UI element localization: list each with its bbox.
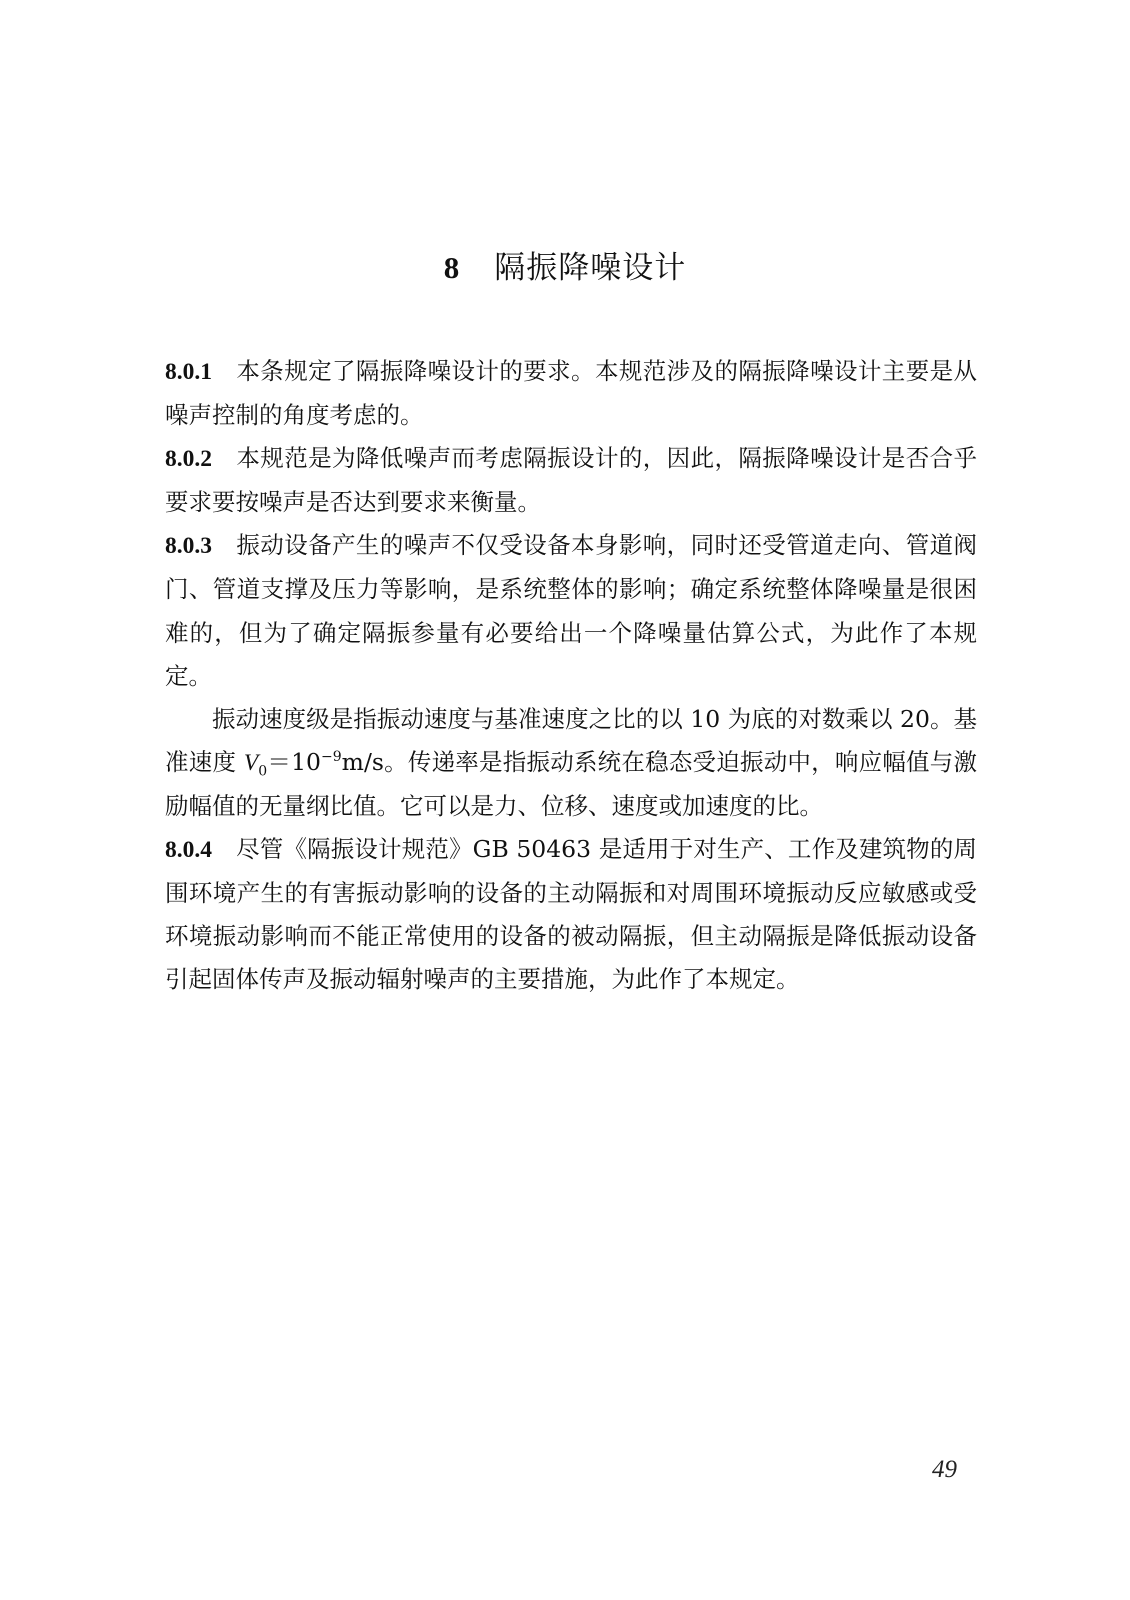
velocity-symbol: V xyxy=(243,749,259,776)
velocity-subscript: 0 xyxy=(258,763,268,780)
equals-value: ＝10 xyxy=(267,747,322,776)
clause-8-0-3-explanation xyxy=(165,698,977,828)
clause-text: 振动设备产生的噪声不仅受设备本身影响，同时还受管道走向、管道阀门、管道支撑及压力等影响，是系统整体的影响；确定系统整体降噪量是很困难的，但为了确定隔振参量有必要给出一个降噪量估算公式，为此作了本规定。 xyxy=(165,531,977,690)
clause-number: 8.0.3 xyxy=(165,533,212,560)
explanation-text-2: m/s。传递率是指振动系统在稳态受迫振动中，响应幅值与激励幅值的无量纲比值。它可以是力、位移、速度或加速度的比。 xyxy=(165,747,977,820)
clause-8-0-3 xyxy=(165,524,977,697)
explanation-text-1: 振动速度级是指振动速度与基准速度之比的以 10 为底的对数乘以 20。基准速度 xyxy=(165,704,977,776)
exponent: −9 xyxy=(321,749,342,766)
clause-text: 本规范是为降低噪声而考虑隔振设计的，因此，隔振降噪设计是否合乎要求要按噪声是否达到要求来衡量。 xyxy=(165,444,977,517)
clause-number: 8.0.1 xyxy=(165,359,212,385)
clause-8-0-4 xyxy=(165,828,977,1001)
clause-number: 8.0.2 xyxy=(165,446,212,473)
clause-text: 尽管《隔振设计规范》GB 50463 是适用于对生产、工作及建筑物的周围环境产生的有害振动影响的设备的主动隔振和对周围环境振动反应敏感或受环境振动影响而不能正常使用的设备的被动隔振，但主动隔振是降低振动设备引起固体传声及振动辐射噪声的主要措施，为此作了本规定。 xyxy=(165,835,977,994)
clause-8-0-1 xyxy=(165,350,977,437)
page-number: 49 xyxy=(932,1456,957,1483)
clause-text: 本条规定了隔振降噪设计的要求。本规范涉及的隔振降噪设计主要是从噪声控制的角度考虑的。 xyxy=(165,357,977,430)
clause-8-0-2 xyxy=(165,437,977,524)
chapter-heading xyxy=(0,242,1130,287)
clause-number: 8.0.4 xyxy=(165,837,212,864)
body-text xyxy=(165,350,977,1001)
chapter-number: 8 xyxy=(443,250,461,285)
chapter-title: 隔振降噪设计 xyxy=(494,250,687,286)
